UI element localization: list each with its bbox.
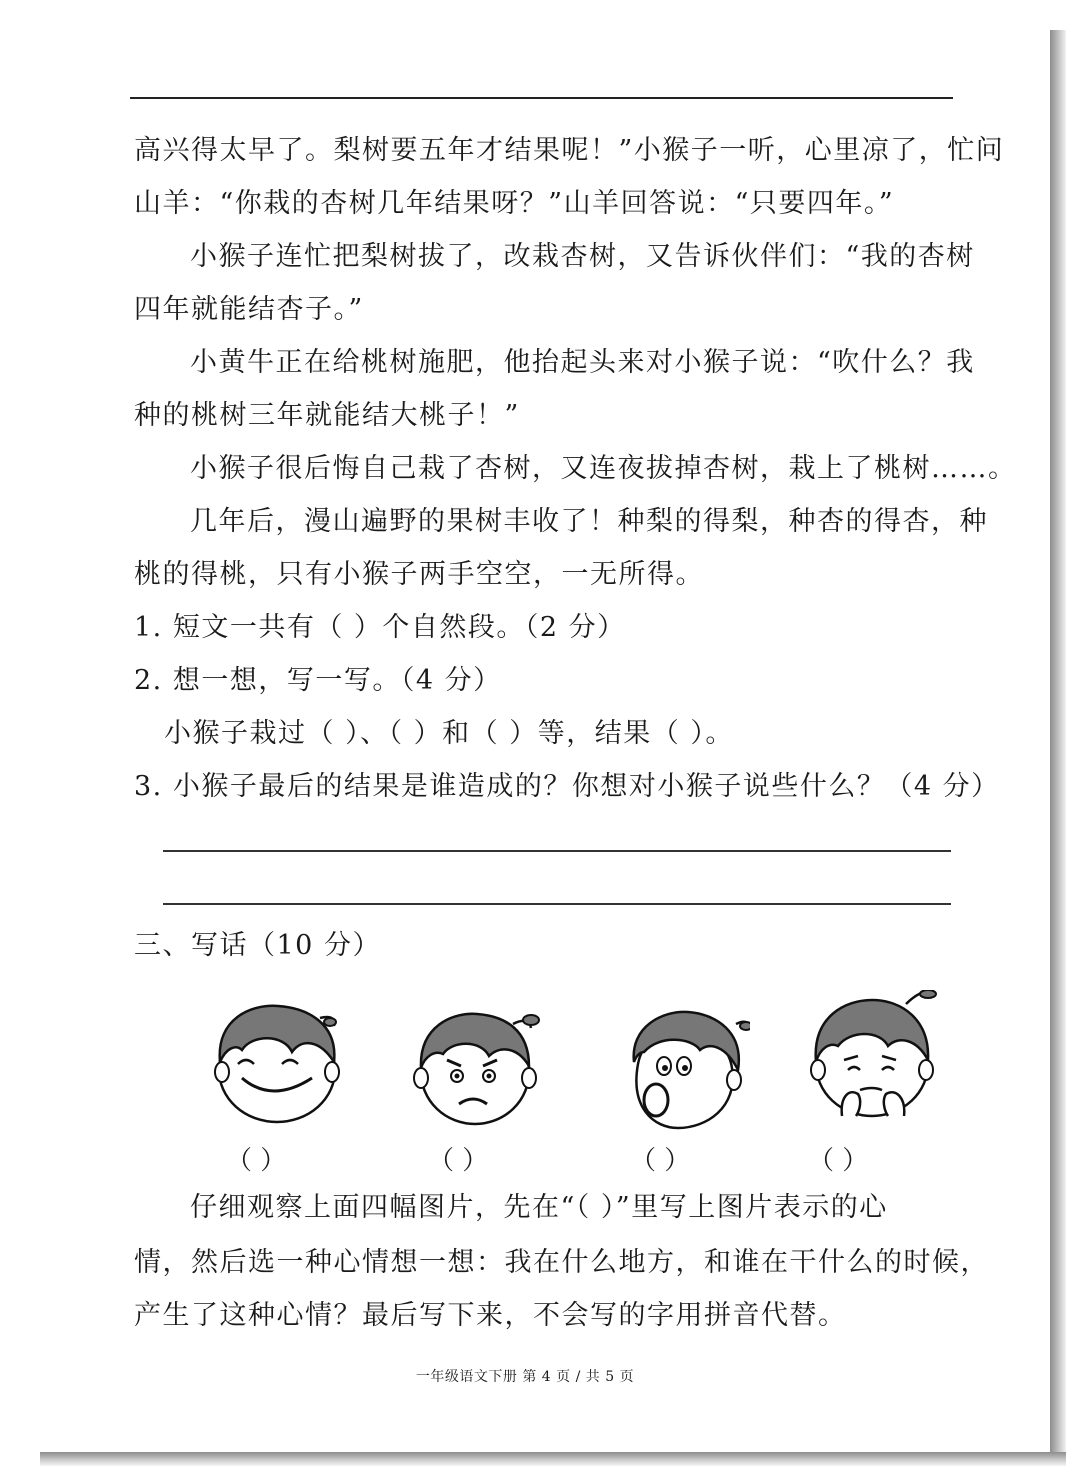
surprised-face-icon: [620, 1004, 750, 1134]
story-line: 桃的得桃，只有小猴子两手空空，一无所得。: [134, 559, 704, 590]
story-line: 高兴得太早了。梨树要五年才结果呢！”小猴子一听，心里凉了，忙问: [134, 135, 1005, 166]
story-line: 几年后，漫山遍野的果树丰收了！种梨的得梨，种杏的得杏，种: [190, 506, 988, 537]
page-shadow: [1050, 30, 1066, 1460]
angry-face-icon: [413, 1006, 543, 1136]
header-rule: [130, 97, 953, 99]
section-3-title: 三、写话（10 分）: [134, 930, 381, 961]
instruction-line: 情，然后选一种心情想一想：我在什么地方，和谁在干什么的时候，: [134, 1247, 989, 1278]
mood-blank-2[interactable]: （ ）: [428, 1146, 489, 1176]
page-footer: 一年级语文下册 第 4 页 / 共 5 页: [415, 1369, 635, 1385]
story-line: 山羊：“你栽的杏树几年结果呀？”山羊回答说：“只要四年。”: [134, 188, 895, 219]
answer-line[interactable]: [163, 850, 951, 852]
instruction-line: 产生了这种心情？最后写下来，不会写的字用拼音代替。: [134, 1300, 847, 1331]
story-line: 小猴子很后悔自己栽了杏树，又连夜拔掉杏树，栽上了桃树……。: [190, 453, 1017, 484]
mood-blank-4[interactable]: （ ）: [808, 1146, 869, 1176]
instruction-line: 仔细观察上面四幅图片，先在“（ ）”里写上图片表示的心: [190, 1192, 888, 1223]
answer-line[interactable]: [163, 903, 951, 905]
story-line: 种的桃树三年就能结大桃子！”: [134, 400, 520, 431]
story-line: 小黄牛正在给桃树施肥，他抬起头来对小猴子说：“吹什么？我: [190, 347, 975, 378]
question-2: 2. 想一想，写一写。（4 分）: [134, 665, 502, 696]
story-line: 小猴子连忙把梨树拔了，改栽杏树，又告诉伙伴们：“我的杏树: [190, 241, 975, 272]
mood-blank-1[interactable]: （ ）: [226, 1146, 287, 1176]
question-2-fill-in[interactable]: 小猴子栽过（ ）、（ ）和（ ）等，结果（ ）。: [164, 718, 734, 749]
story-line: 四年就能结杏子。”: [134, 294, 364, 325]
page-shadow: [40, 1452, 1066, 1466]
sad-face-icon: [810, 990, 940, 1120]
mood-blank-3[interactable]: （ ）: [630, 1146, 691, 1176]
question-3: 3. 小猴子最后的结果是谁造成的？你想对小猴子说些什么？（4 分）: [134, 771, 1000, 802]
question-1: 1. 短文一共有（ ）个自然段。（2 分）: [134, 612, 626, 643]
happy-face-icon: [212, 998, 342, 1128]
